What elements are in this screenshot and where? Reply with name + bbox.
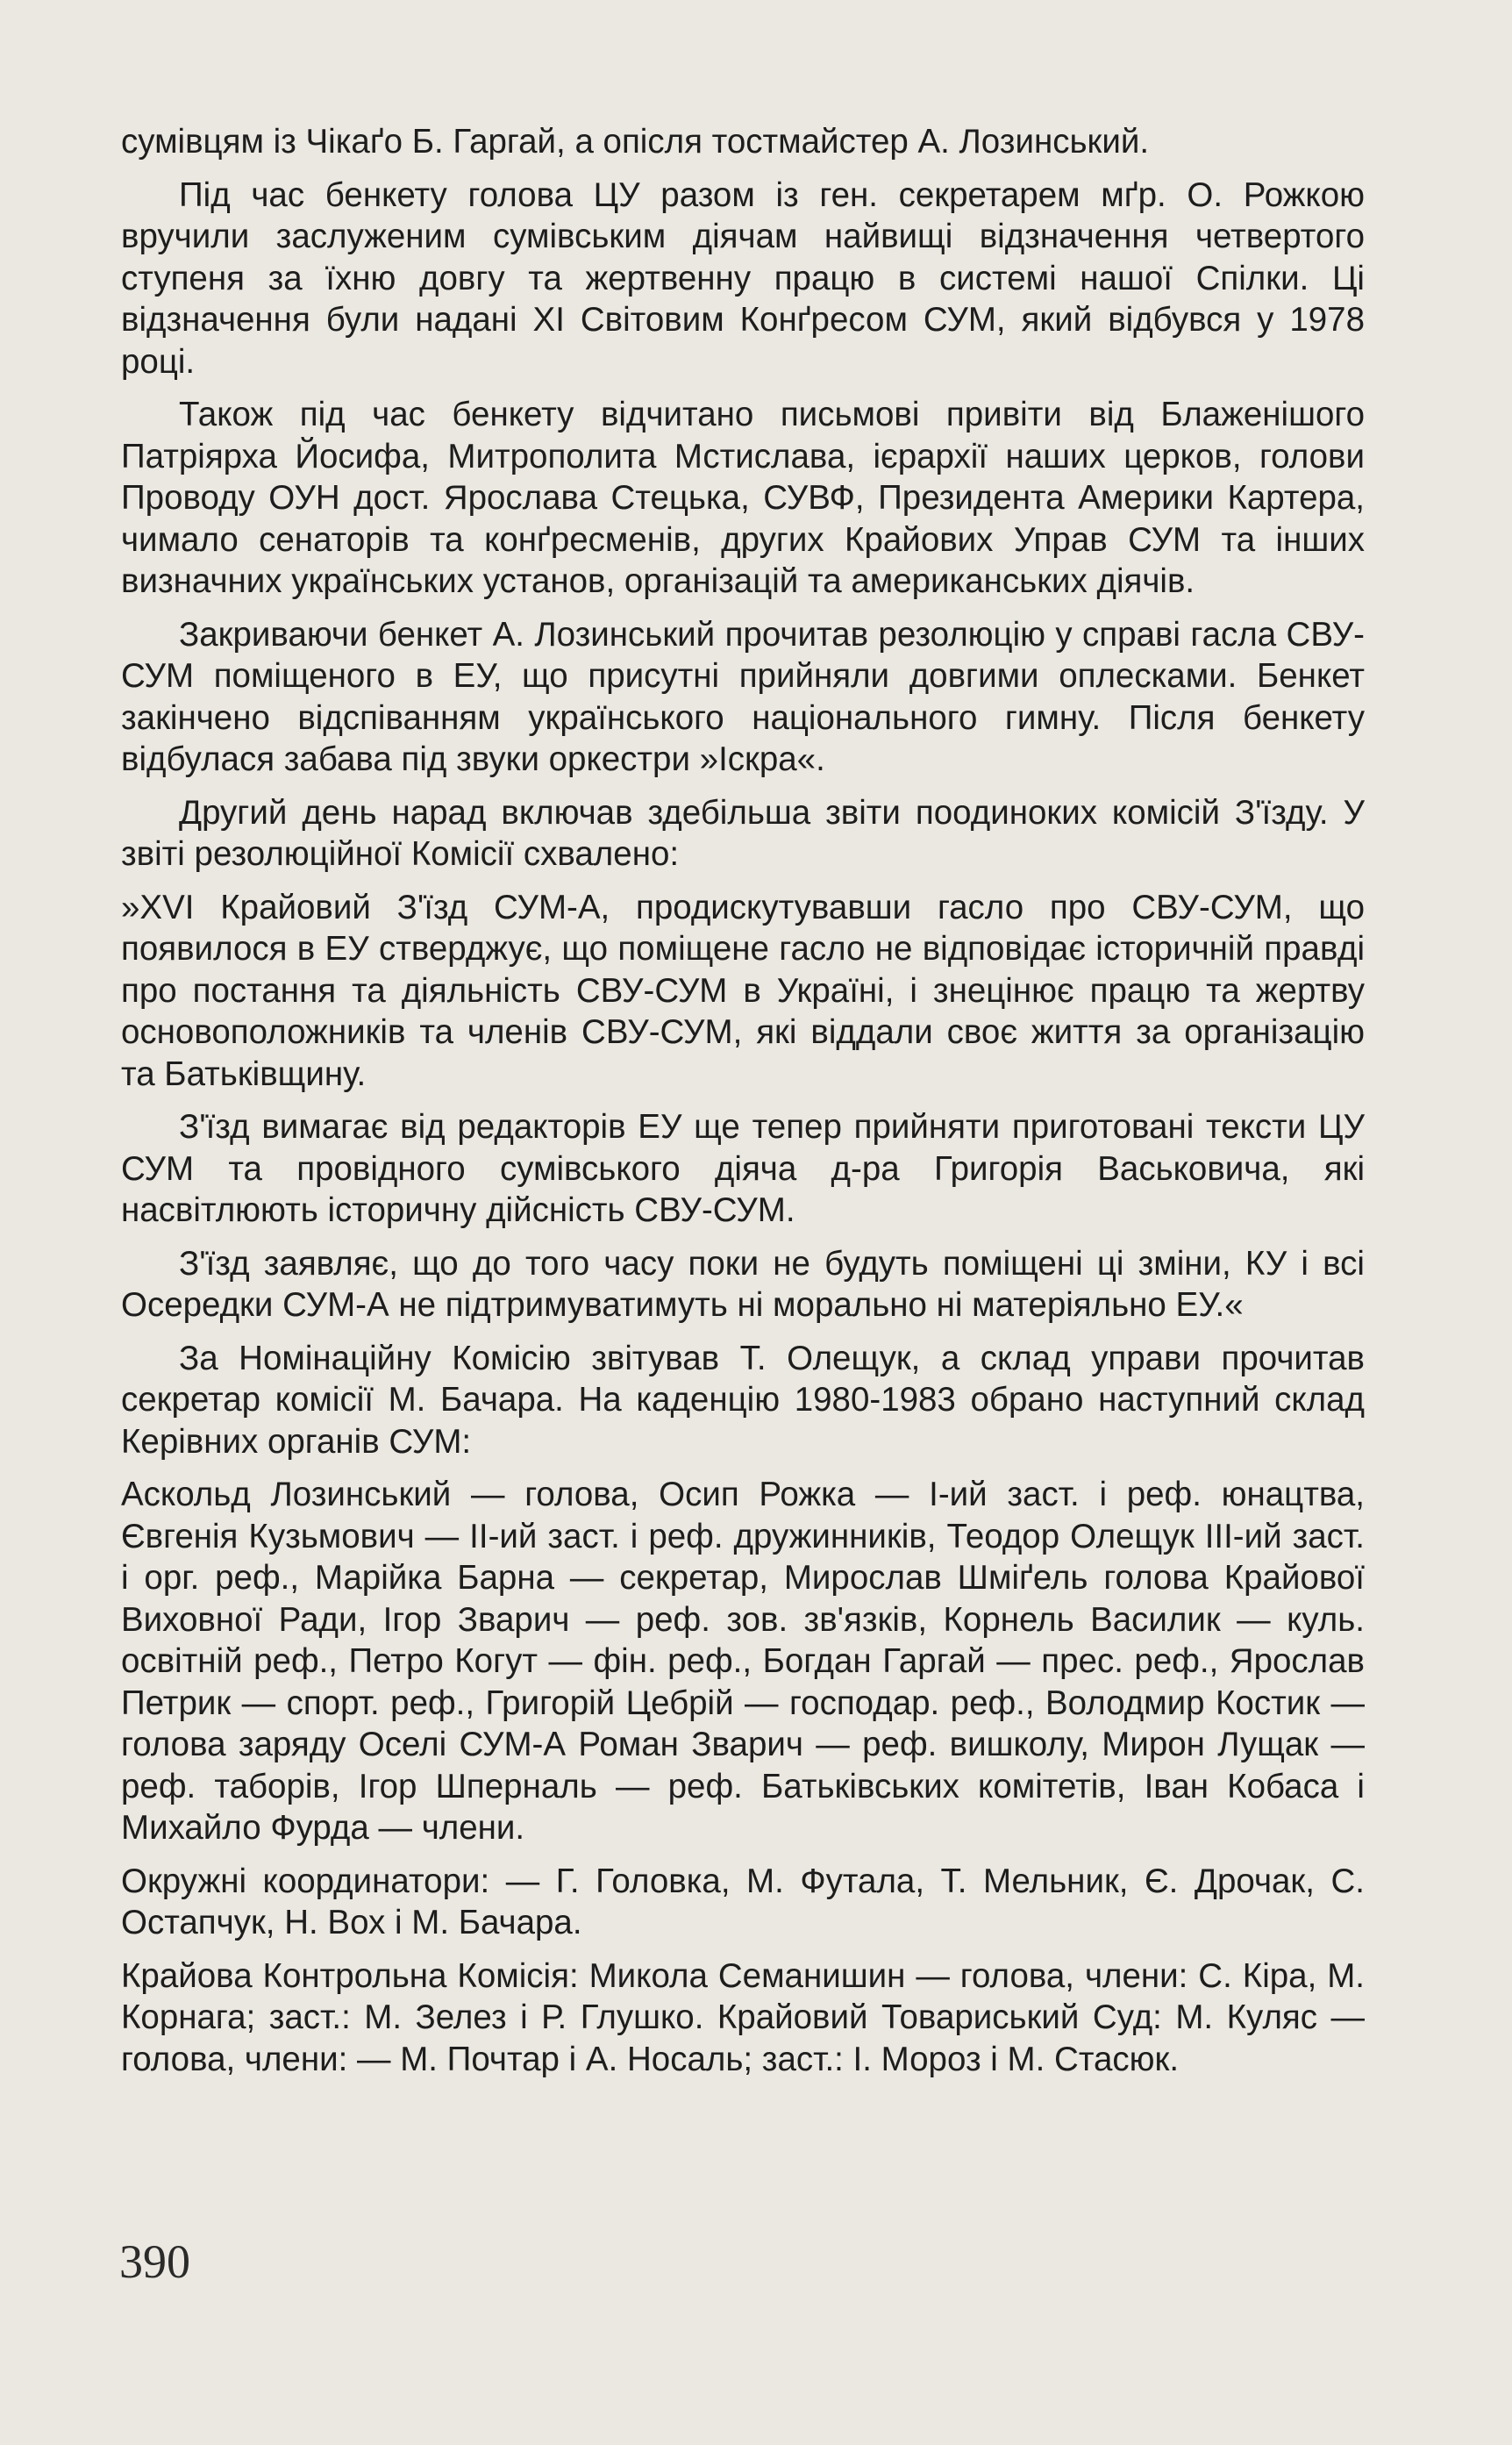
paragraph-3: Також під час бенкету відчитано письмові привіти від Блаженішого Патріярха Йосифа, Митрополита Мстислава, ієрархії наших церков, голови Проводу ОУН дост. Ярослава Стецька, СУВФ, Президента Америки Картера, чимало сенаторів та конґресменів, других Крайових Управ СУМ та інших визначних українських установ, організацій та американських діячів. <box>121 396 1365 600</box>
paragraph-8: З'їзд заявляє, що до того часу поки не будуть поміщені ці зміни, КУ і всі Осередки СУМ-А не підтримуватимуть ні морально ні матеріяльно ЕУ.« <box>121 1244 1365 1324</box>
paragraph-9: За Номінаційну Комісію звітував Т. Олещук, а склад управи прочитав секретар комісії М. Бачара. На каденцію 1980-1983 обрано наступний склад Керівних органів СУМ: <box>121 1339 1365 1461</box>
paragraph-1: сумівцям із Чікаґо Б. Гаргай, а опісля тостмайстер А. Лозинський. <box>121 123 1150 161</box>
paragraph-12: Крайова Контрольна Комісія: Микола Семанишин — голова, члени: С. Кіра, М. Корнага; заст.: М. Зелез і Р. Глушко. Крайовий Товариський Суд: М. Куляс — голова, члени: — М. Почтар і А. Носаль; заст.: І. Мороз і М. Стасюк. <box>121 1956 1365 2078</box>
paragraph-5: Другий день нарад включав здебільша звіти поодиноких комісій З'їзду. У звіті резолюційної Комісії схвалено: <box>121 793 1365 873</box>
paragraph-7: З'їзд вимагає від редакторів ЕУ ще тепер прийняти приготовані тексти ЦУ СУМ та провідного сумівського діяча д-ра Григорія Васьковича, які насвітлюють історичну дійсність СВУ-СУМ. <box>121 1108 1365 1229</box>
paragraph-2: Під час бенкету голова ЦУ разом із ген. секретарем мґр. О. Рожкою вручили заслуженим сумівським діячам найвищі відзначення четвертого ступеня за їхню довгу та жертвенну працю в системі нашої Спілки. Ці відзначення були надані XI Світовим Конґресом СУМ, який відбувся у 1978 році. <box>121 175 1365 381</box>
paragraph-10: Аскольд Лозинський — голова, Осип Рожка — I-ий заст. і реф. юнацтва, Євгенія Кузьмович — II-ий заст. і реф. дружинників, Теодор Олещук III-ий заст. і орг. реф., Марійка Барна — секретар, Мирослав Шміґель голова Крайової Виховної Ради, Ігор Зварич — реф. зов. зв'язків, Корнель Василик — куль. освітній реф., Петро Когут — фін. реф., Богдан Гаргай — прес. реф., Ярослав Петрик — спорт. реф., Григорій Цебрій — господар. реф., Володмир Костик — голова заряду Оселі СУМ-А Роман Зварич — реф. вишколу, Мирон Лущак — реф. таборів, Ігор Шперналь — реф. Батьківських комітетів, Іван Кобаса і Михайло Фурда — члени. <box>121 1476 1365 1847</box>
body-text <box>121 121 1365 2091</box>
paragraph-6: »XVI Крайовий З'їзд СУМ-А, продискутувавши гасло про СВУ-СУМ, що появилося в ЕУ стверджує, що поміщене гасло не відповідає історичній правді про постання та діяльність СВУ-СУМ в Україні, і знецінює працю та жертву основоположників та членів СВУ-СУМ, які віддали своє життя за організацію та Батьківщину. <box>121 888 1365 1093</box>
page-number: 390 <box>119 2235 190 2288</box>
paragraph-11: Окружні координатори: — Г. Головка, М. Футала, Т. Мельник, Є. Дрочак, С. Остапчук, Н. Вох і М. Бачара. <box>121 1862 1365 1941</box>
paragraph-4: Закриваючи бенкет А. Лозинський прочитав резолюцію у справі гасла СВУ-СУМ поміщеного в ЕУ, що присутні прийняли довгими оплесками. Бенкет закінчено відспіванням українського національного гимну. Після бенкету відбулася забава під звуки оркестри »Іскра«. <box>121 615 1365 778</box>
